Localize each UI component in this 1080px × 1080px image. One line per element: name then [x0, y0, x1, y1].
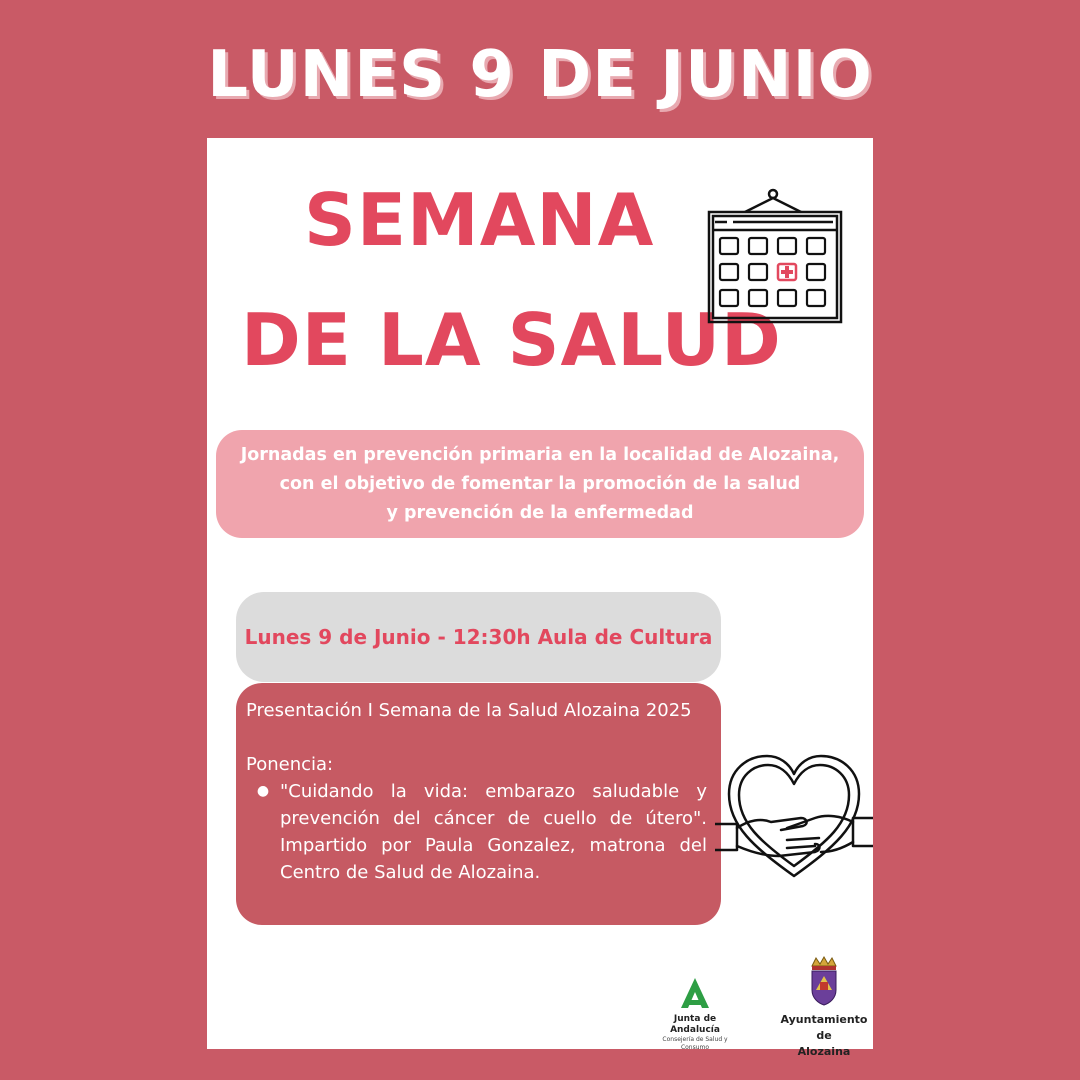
intro-line: y prevención de la enfermedad [386, 502, 694, 523]
event-details [236, 683, 721, 925]
page-title: LUNES 9 DE JUNIO [207, 38, 873, 112]
calendar-medical-icon [705, 186, 845, 326]
heart-hands-icon [715, 748, 873, 882]
bullet-icon: ● [256, 783, 270, 799]
intro-banner [216, 430, 864, 538]
ayuntamiento-logo [775, 956, 873, 1060]
poster-title-line-1: SEMANA [304, 178, 655, 262]
list-item [246, 778, 707, 886]
ponencia-label: Ponencia: [246, 754, 334, 775]
coat-of-arms-icon [806, 956, 842, 1006]
ayuntamiento-name-line-1: Ayuntamiento de [780, 1013, 868, 1042]
ayuntamiento-name [775, 1012, 873, 1060]
ayuntamiento-name-line-2: Alozaina [797, 1045, 851, 1058]
ponencia-description: "Cuidando la vida: embarazo saludable y prevención del cáncer de cuello de útero". Impartido por Paula Gonzalez, matrona del Centro de Salud de Alozaina. [280, 781, 707, 883]
junta-andalucia-logo [655, 976, 735, 1052]
poster [207, 138, 873, 1058]
presentation-text: Presentación I Semana de la Salud Alozaina 2025 [246, 700, 692, 721]
event-date-banner [236, 592, 721, 682]
event-date-text: Lunes 9 de Junio - 12:30h Aula de Cultura [244, 625, 713, 649]
junta-name: Junta de Andalucía [670, 1014, 720, 1035]
poster-title-line-2: DE LA SALUD [241, 298, 782, 382]
junta-subtitle: Consejería de Salud y Consumo [662, 1036, 728, 1051]
intro-line: Jornadas en prevención primaria en la localidad de Alozaina, [240, 444, 840, 465]
junta-andalucia-emblem-icon [677, 976, 713, 1010]
intro-line: con el objetivo de fomentar la promoción de la salud [279, 473, 801, 494]
